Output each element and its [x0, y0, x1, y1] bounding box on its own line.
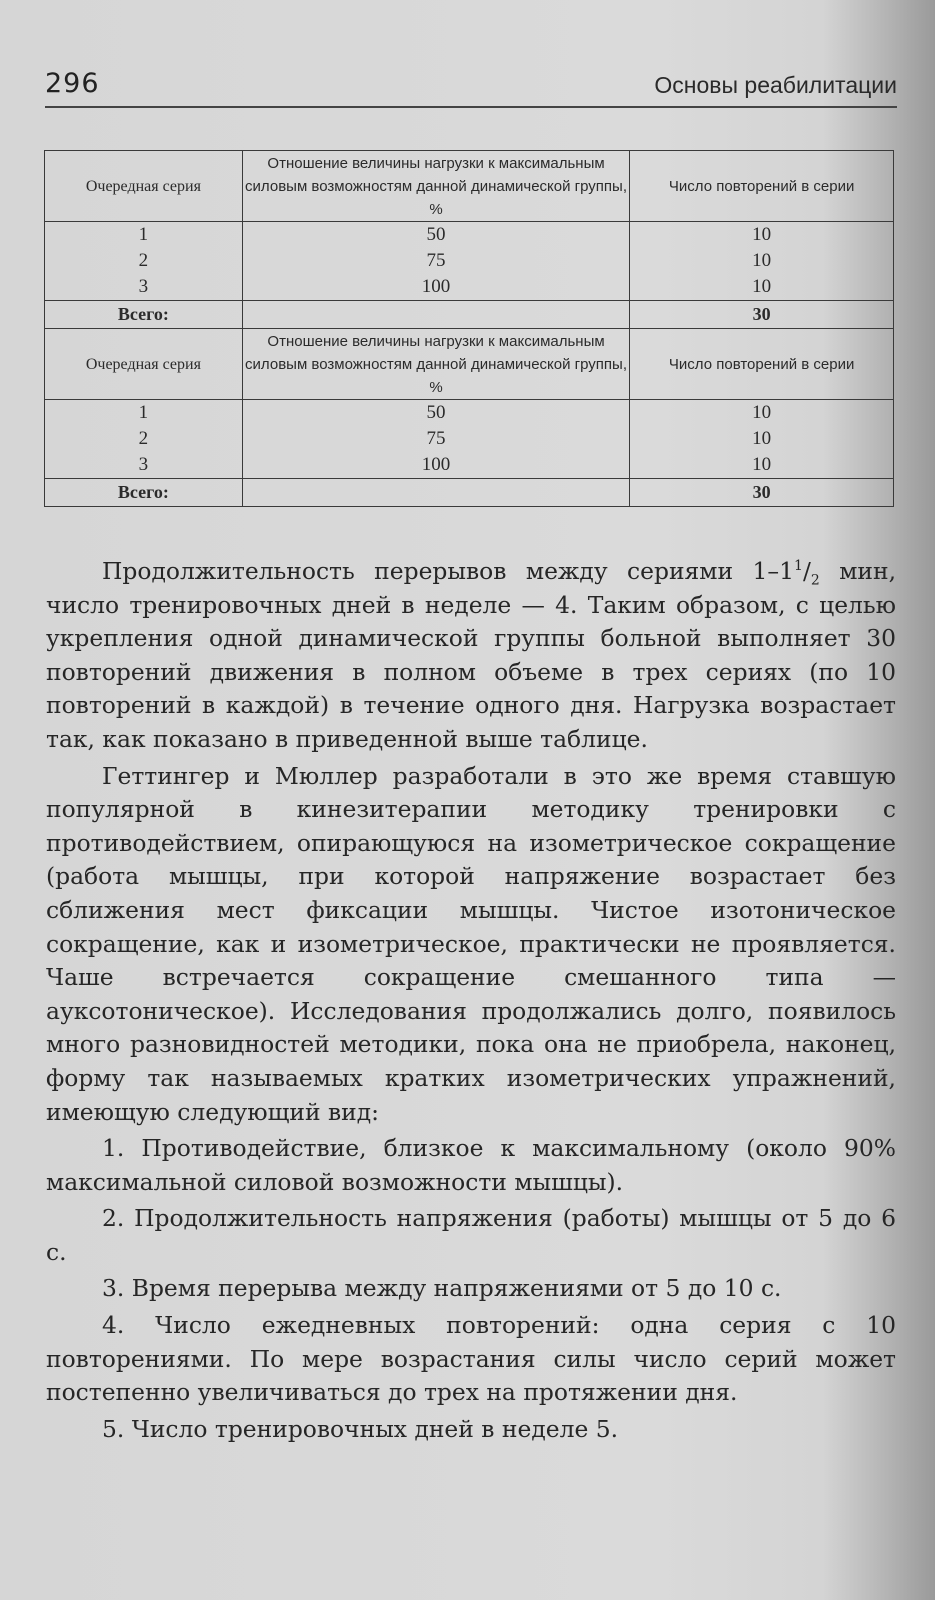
header-repetitions: Число повторений в серии — [630, 151, 894, 222]
cell-load: 75 — [242, 426, 630, 452]
table-total-row — [45, 301, 894, 329]
total-label: Всего: — [45, 479, 243, 507]
cell-repetitions: 10 — [630, 426, 894, 452]
total-empty — [242, 479, 630, 507]
cell-load: 75 — [242, 248, 630, 274]
header-repetitions: Число повторений в серии — [630, 329, 894, 400]
list-item: 3. Время перерыва между напряжениями от 5 до 10 с. — [102, 1274, 782, 1303]
table-row — [45, 274, 894, 301]
paragraph-text: Продолжительность перерывов между сериями 1–1 — [102, 557, 795, 585]
table-total-row — [45, 479, 894, 507]
list-item: 4. Число ежедневных повторений: одна серия с 10 повторениями. По мере возрастания силы число серий может постепенно увеличиваться до трех на протяжении дня. — [46, 1311, 896, 1407]
running-title: Основы реабилитации — [654, 72, 897, 98]
total-label: Всего: — [45, 301, 243, 329]
cell-series: 3 — [45, 452, 243, 479]
table-row — [45, 452, 894, 479]
header-series: Очередная серия — [45, 329, 243, 400]
cell-repetitions: 10 — [630, 452, 894, 479]
paragraph-break-duration — [46, 555, 896, 757]
paragraph-text: мин, число тренировочных дней в неделе — 4. Таким образом, с целью укрепления одной динамической группы больной выполняет 30 повторений движения в полном объеме в трех сериях (по 10 повторений в каждой) в течение одного дня. Нагрузка возрастает так, как показано в приведенной выше таблице. — [46, 557, 897, 753]
cell-repetitions: 10 — [630, 274, 894, 301]
page-header — [45, 66, 897, 108]
table-row — [45, 222, 894, 249]
list-item: 5. Число тренировочных дней в неделе 5. — [102, 1414, 619, 1443]
cell-load: 100 — [242, 452, 630, 479]
header-series: Очередная серия — [45, 151, 243, 222]
load-table — [44, 150, 894, 507]
header-load-ratio: Отношение величины нагрузки к максимальным силовым возможностям данной динамической группы, % — [242, 329, 630, 400]
cell-series: 1 — [45, 400, 243, 427]
table-header-row — [45, 151, 894, 222]
body-text — [46, 555, 896, 1446]
total-empty — [242, 301, 630, 329]
list-item: 1. Противодействие, близкое к максимальному (около 90% максимальной силовой возможности мышцы). — [46, 1134, 896, 1196]
cell-repetitions: 10 — [630, 222, 894, 249]
total-value: 30 — [630, 301, 894, 329]
cell-load: 50 — [242, 222, 630, 249]
fraction-denominator: 2 — [810, 572, 820, 589]
table-row — [45, 400, 894, 427]
cell-repetitions: 10 — [630, 248, 894, 274]
cell-series: 2 — [45, 426, 243, 452]
total-value: 30 — [630, 479, 894, 507]
table-header-row — [45, 329, 894, 400]
fraction-numerator: 1 — [794, 558, 803, 575]
cell-repetitions: 10 — [630, 400, 894, 427]
cell-load: 50 — [242, 400, 630, 427]
table-row — [45, 426, 894, 452]
header-load-ratio: Отношение величины нагрузки к максимальным силовым возможностям данной динамической группы, % — [242, 151, 630, 222]
cell-series: 3 — [45, 274, 243, 301]
cell-load: 100 — [242, 274, 630, 301]
cell-series: 1 — [45, 222, 243, 249]
page-number: 296 — [45, 68, 100, 99]
cell-series: 2 — [45, 248, 243, 274]
list-item: 2. Продолжительность напряжения (работы) мышцы от 5 до 6 с. — [46, 1204, 896, 1266]
paragraph-method: Геттингер и Мюллер разработали в это же время ставшую популярной в кинезитерапии методику тренировки с противодействием, опирающуюся на изометрическое сокращение (работа мышцы, при которой напряжение возрастает без сближения мест фиксации мышцы. Чистое изотоническое сокращение, как и изометрическое, практически не проявляется. Чаше встречается сокращение смешанного типа — ауксотоническое). Исследования продолжались долго, появилось много разновидностей методики, пока она не приобрела, наконец, форму так называемых кратких изометрических упражнений, имеющую следующий вид: — [46, 761, 896, 1126]
fraction-slash: / — [802, 557, 811, 585]
table-row — [45, 248, 894, 274]
